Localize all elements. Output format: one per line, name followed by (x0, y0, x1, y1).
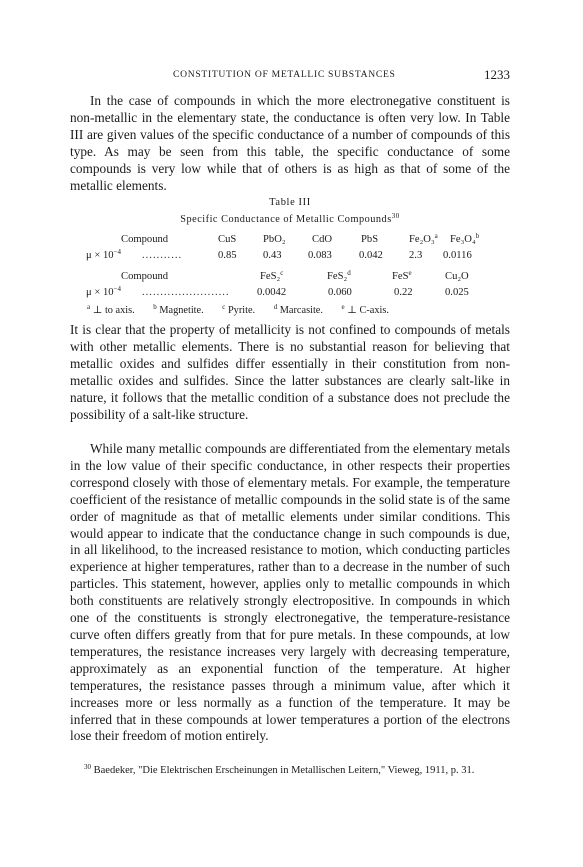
row-label: $\mu \times 10^{-4}$ (86, 285, 121, 298)
compound-cell: PbS (361, 234, 379, 245)
table-note: $^c$ Pyrite. (222, 303, 256, 316)
compound-cell: FeS$^e$ (392, 269, 412, 282)
table-header-label: Compound (121, 271, 169, 282)
table-caption: Table III (269, 197, 311, 208)
paragraph-intro: In the case of compounds in which the more electronegative constituent is non-metallic in the elementary state, the conductance is often very low. In Table III are given values of the specific conductance of a number of compounds of this type. As may be seen from this table, the specific conductance of some compounds is very low while that of others is as high as that of some of the metallic elements. (70, 93, 510, 193)
table-note: $^d$ Marcasite. (273, 303, 323, 316)
compound-cell: PbO₂ (263, 234, 286, 245)
table-notes (87, 304, 405, 316)
value-cell: 0.0116 (443, 250, 472, 261)
table-header-label: Compound (121, 234, 169, 245)
table-note: $^e$ ⊥ C-axis. (341, 303, 389, 316)
footnote-number: 30 (84, 763, 91, 771)
compound-cell: CdO (312, 234, 333, 245)
value-cell: 0.025 (445, 287, 469, 298)
paragraph-temperature: While many metallic compounds are differentiated from the elementary metals in the low value of their specific conductance, in other respects their properties correspond closely with those of elementary metals. For example, the temperature coefficient of the resistance of metallic compounds in the solid state is of the same order of magnitude as that of metallic elements under similar conditions. This would appear to indicate that the conductance change in such compounds is due, in all likelihood, to the increased resistance to motion, which conducting particles experience at higher temperatures, rather than to a decrease in the number of such particles. This statement, however, applies only to metallic compounds in which both constituents are relatively strongly electropositive. In compounds in which one of the constituents is strongly electronegative, the temperature-resistance curve often differs greatly from that for pure metals. In these compounds, at low temperatures, the resistance increases very largely with decreasing temperature, approximately as an exponential function of the temperature. At higher temperatures, the resistance passes through a minimum value, after which it increases more or less normally as a function of the temperature. It may be inferred that in these compounds at lower temperatures a portion of the electrons lose their freedom of motion entirely. (70, 441, 510, 744)
dot-leader: ........................ (142, 287, 230, 298)
compound-cell: CuS (218, 234, 237, 245)
table-note: $^b$ Magnetite. (153, 303, 204, 316)
table-block-2 (86, 270, 516, 302)
running-head (70, 68, 510, 84)
value-cell: 0.85 (218, 250, 237, 261)
value-cell: 0.042 (359, 250, 383, 261)
compound-cell: Fe₂O₃$^a$ (409, 232, 438, 245)
footnote-text: Baedeker, "Die Elektrischen Erscheinungen in Metallischen Leitern," Vieweg, 1911, p. 31. (93, 765, 475, 776)
dot-leader: ........... (142, 250, 183, 261)
value-cell: 0.0042 (257, 287, 287, 298)
table-block-1 (86, 233, 516, 265)
value-cell: 0.083 (308, 250, 332, 261)
footnote (70, 764, 510, 779)
table-title-text: Specific Conductance of Metallic Compounds (180, 214, 392, 225)
row-label: $\mu \times 10^{-4}$ (86, 248, 121, 261)
running-title: CONSTITUTION OF METALLIC SUBSTANCES (173, 69, 396, 80)
compound-cell: Cu₂O (445, 271, 469, 282)
table-title (70, 214, 510, 225)
value-cell: 0.060 (328, 287, 352, 298)
value-cell: 0.22 (394, 287, 413, 298)
compound-cell: FeS₂$^c$ (260, 269, 284, 282)
table-note: $^a$ ⊥ to axis. (87, 303, 135, 316)
table-title-footnote-ref: 30 (391, 212, 400, 220)
page-number: 1233 (484, 67, 510, 82)
value-cell: 2.3 (409, 250, 423, 261)
compound-cell: Fe₃O₄$^b$ (450, 232, 480, 245)
compound-cell: FeS₂$^d$ (327, 269, 351, 282)
value-cell: 0.43 (263, 250, 282, 261)
paragraph-metallicity: It is clear that the property of metallicity is not confined to compounds of metals with other metallic elements. There is no substantial reason for believing that metallic oxides and sulfides differ essentially in their constitution from non-metallic oxides and sulfides. Since the latter substances are clearly salt-like in nature, it follows that the metallic condition of a substance does not preclude the possibility of a salt-like structure. (70, 322, 510, 422)
